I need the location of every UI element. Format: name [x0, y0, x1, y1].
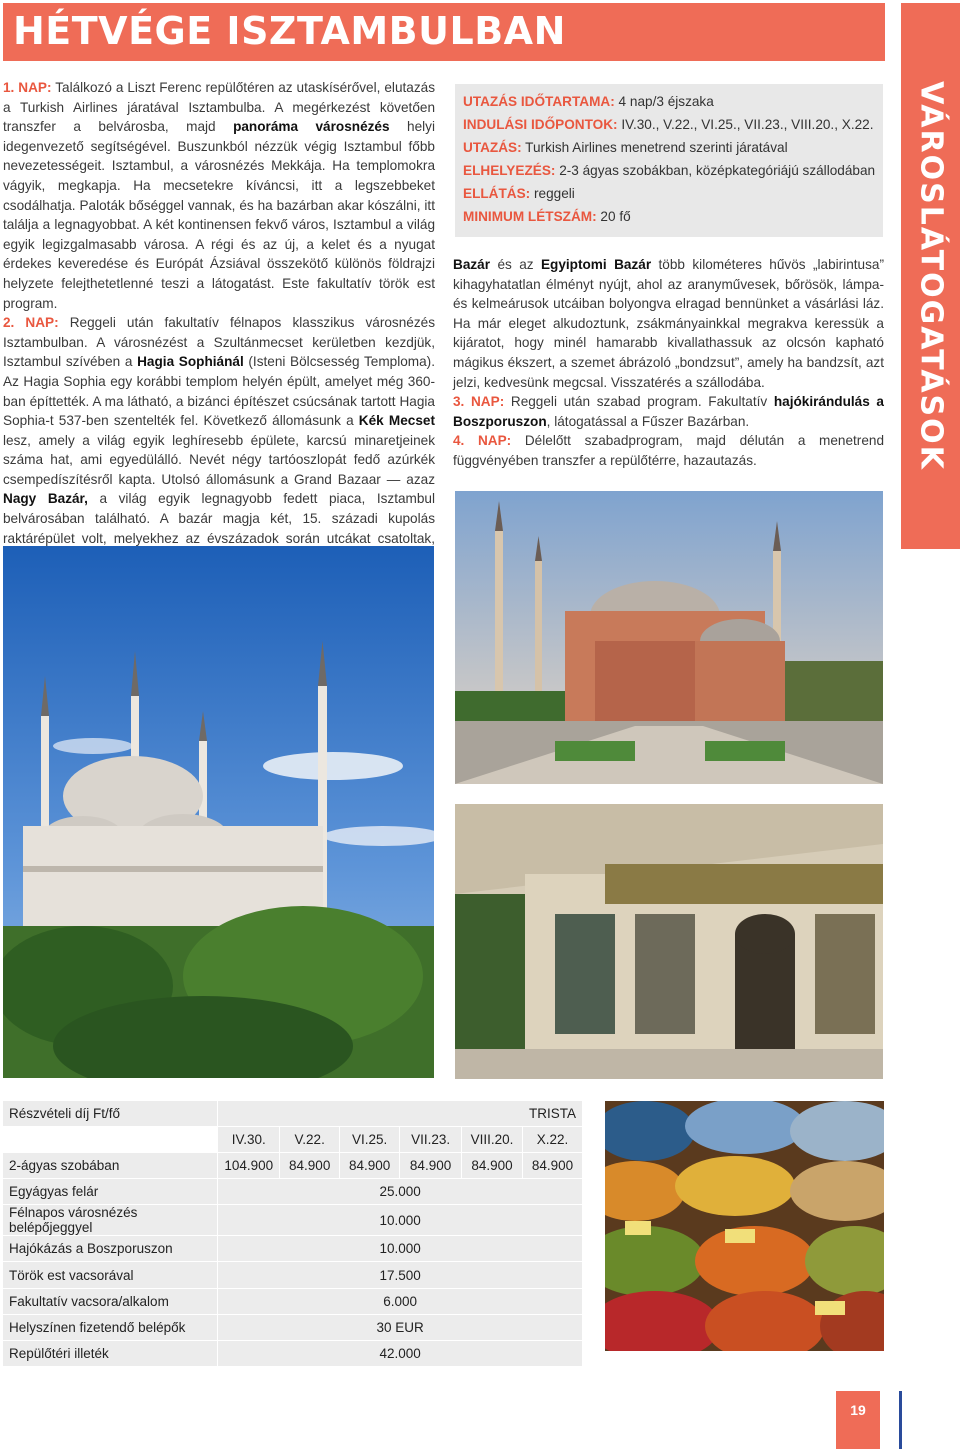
info-dates: [455, 113, 883, 136]
section-label: VÁROSLÁTOGATÁSOK: [913, 81, 948, 471]
bazaar-text-d: több kilométeres hűvös „labirintusa” kihagyhatatlan élményt nyújt, ahol az aranyművesek, bőrösök, lámpa- és kelmeárusok utcáiban bolyongva elragad bennünket a vásárlási láz. Ha már eleget alkudoztunk, zsákmányainkkal megrakva keressük a kijáratot, hogy minél hamarabb kivallathassuk az olcsón kapható mágikus ékszert, a szemet ábrázoló „bondzsut”, amely ha bandzsít, azt jelzi, kedvesünk megcsal. Visszatérés a szállodába.: [453, 257, 884, 390]
day2-text-e: lesz, amely a világ egyik leghíresebb épülete, karcsú minaretjeinek száma hat, ami egyedülálló. Nevét négy tartóoszlopát fedő azúrkék csempedíszítésről kapta. Utolsó állomásunk a Grand Bazaar — azaz: [3, 432, 435, 487]
title-bar: [3, 3, 885, 61]
extra-value: 25.000: [218, 1179, 583, 1205]
blue-mosque-photo: [3, 546, 434, 1078]
double-room-price-2: 84.900: [280, 1153, 340, 1179]
price-table-row: [3, 1179, 583, 1205]
day3-text-a: Reggeli után szabad program. Fakultatív: [504, 394, 774, 410]
page-edge-line: [899, 1391, 902, 1449]
info-board-value: reggeli: [530, 186, 575, 201]
info-accom-value: 2-3 ágyas szobákban, középkategóriájú szállodában: [555, 163, 876, 178]
extra-label: Helyszínen fizetendő belépők: [3, 1314, 218, 1340]
info-min-participants: [455, 205, 883, 228]
day2-text-a: Reggeli után fakultatív félnapos klasszikus városnézés Isztambulban. A városnézést a Szultánmecset kerületben kezdjük, Isztambul szívében a: [3, 315, 435, 370]
day1-label: 1. NAP:: [3, 80, 52, 95]
day2-text-b: Hagia Sophiánál: [137, 354, 244, 370]
day3-text-c: , látogatással a Fűszer Bazárban.: [546, 413, 750, 429]
info-min-label: MINIMUM LÉTSZÁM:: [463, 209, 597, 224]
info-duration: [455, 90, 883, 113]
date-col-5: VIII.20.: [462, 1127, 523, 1153]
extra-value: 42.000: [218, 1340, 583, 1366]
info-duration-label: UTAZÁS IDŐTARTAMA:: [463, 94, 615, 109]
price-table-row: [3, 1236, 583, 1262]
info-travel-value: Turkish Airlines menetrend szerinti járatával: [521, 140, 788, 155]
hagia-sophia-photo: [455, 491, 883, 784]
price-table-row: [3, 1340, 583, 1366]
date-col-3: VI.25.: [340, 1127, 400, 1153]
extra-value: 10.000: [218, 1236, 583, 1262]
date-col-1: IV.30.: [218, 1127, 280, 1153]
info-duration-value: 4 nap/3 éjszaka: [614, 94, 714, 109]
extra-value: 17.500: [218, 1262, 583, 1288]
price-table: [3, 1101, 583, 1367]
day2-text-d: Kék Mecset: [358, 413, 435, 429]
day2-text-c: (Isteni Bölcsesség Temploma). Az Hagia Sophia egy korábbi templom helyén épült, amelyet még 360-ban építtették. A ma látható, a bizánci építészet csúcsának tartott Hagia Sophia-t 537-ben szentelték fel. Következő állomásunk a: [3, 354, 435, 429]
date-col-6: X.22.: [523, 1127, 583, 1153]
date-col-2: V.22.: [280, 1127, 340, 1153]
day3-text-b: hajókirándulás a Boszporuszon: [453, 394, 884, 429]
operator-name: TRISTA: [218, 1101, 583, 1127]
double-room-price-5: 84.900: [462, 1153, 523, 1179]
extra-label: Egyágyas felár: [3, 1179, 218, 1205]
left-itinerary-text: [3, 78, 435, 568]
double-room-label: 2-ágyas szobában: [3, 1153, 218, 1179]
empty-cell: [3, 1127, 218, 1153]
extra-value: 6.000: [218, 1288, 583, 1314]
spice-bazaar-photo: [605, 1101, 884, 1351]
info-board: [455, 182, 883, 205]
info-dates-label: INDULÁSI IDŐPONTOK:: [463, 117, 618, 132]
price-table-row: [3, 1205, 583, 1236]
day3-label: 3. NAP:: [453, 394, 505, 410]
extra-value: 30 EUR: [218, 1314, 583, 1340]
palace-gate-photo: [455, 804, 883, 1079]
day2-text-f: Nagy Bazár,: [3, 491, 88, 507]
extra-label: Repülőtéri illeték: [3, 1340, 218, 1366]
day4-text: Délelőtt szabadprogram, majd délután a menetrend függvényében transzfer a repülőtérre, hazautazás.: [453, 433, 885, 468]
date-col-4: VII.23.: [400, 1127, 462, 1153]
day1-text-c: helyi idegenvezető segítségével. Buszunkból nézzük végig Isztambul főbb nevezetességeit. Isztambul, a városnézés Mekkája. Ha templomokra vágyik, megkapja. Ha mecsetekre kíváncsi, itt a legszebbeket csodálhatja. Paloták bőséggel vannak, és ha bazárban akar kószálni, itt találja a legnagyobbat. A két kontinensen fekvő város, Isztambul a világ egyik legizgalmasabb városa. A régi és az új, a kelet és a nyugat érdekes keveredése és Európát Ázsiával összekötő különös földrajzi helyzete felejthetetlenné teszi a látogatást. Este fakultatív török est program.: [3, 119, 435, 311]
trip-info-box: [455, 84, 883, 237]
day1-text-a: Találkozó a Liszt Ferenc repülőtéren az utaskísérővel, elutazás a Turkish Airlines járatával Isztambulba. A megérkezést követően transzfer a belvárosba, majd: [3, 80, 435, 135]
day2-text-g: a világ egyik legnagyobb fedett piaca, Isztambul belvárosában található. A bazár magja két, 15. századi kupolás raktárépület volt, melyekhez az évszázadok során utcákat csatoltak,: [3, 491, 435, 546]
bazaar-text-b: és az: [490, 257, 541, 272]
extra-label: Félnapos városnézés belépőjeggyel: [3, 1205, 218, 1236]
double-room-price-6: 84.900: [523, 1153, 583, 1179]
page-number: 19: [836, 1391, 880, 1449]
info-min-value: 20 fő: [596, 209, 631, 224]
right-itinerary-text: [453, 255, 884, 471]
page-title: HÉTVÉGE ISZTAMBULBAN: [13, 9, 566, 53]
day1-text-b: panoráma városnézés: [233, 119, 390, 135]
info-accom-label: ELHELYEZÉS:: [463, 163, 556, 178]
double-room-price-3: 84.900: [340, 1153, 400, 1179]
price-table-row: [3, 1314, 583, 1340]
info-board-label: ELLÁTÁS:: [463, 186, 531, 201]
extra-label: Fakultatív vacsora/alkalom: [3, 1288, 218, 1314]
info-travel-label: UTAZÁS:: [463, 140, 522, 155]
price-table-row: [3, 1153, 583, 1179]
bazaar-text-a: Bazár: [453, 257, 491, 272]
price-header-label: Részvételi díj Ft/fő: [3, 1101, 218, 1127]
price-table-row: [3, 1288, 583, 1314]
price-table-row: [3, 1262, 583, 1288]
info-accommodation: [455, 159, 883, 182]
extra-value: 10.000: [218, 1205, 583, 1236]
day2-label: 2. NAP:: [3, 315, 59, 331]
double-room-price-4: 84.900: [400, 1153, 462, 1179]
bazaar-text-c: Egyiptomi Bazár: [540, 257, 652, 272]
extra-label: Török est vacsorával: [3, 1262, 218, 1288]
section-side-bar: [901, 3, 960, 549]
extra-label: Hajókázás a Boszporuszon: [3, 1236, 218, 1262]
info-dates-value: IV.30., V.22., VI.25., VII.23., VIII.20., X.22.: [617, 117, 874, 132]
double-room-price-1: 104.900: [218, 1153, 280, 1179]
info-travel: [455, 136, 883, 159]
day4-label: 4. NAP:: [453, 433, 512, 449]
price-table-dates-row: [3, 1127, 583, 1153]
price-table-header-row: [3, 1101, 583, 1127]
